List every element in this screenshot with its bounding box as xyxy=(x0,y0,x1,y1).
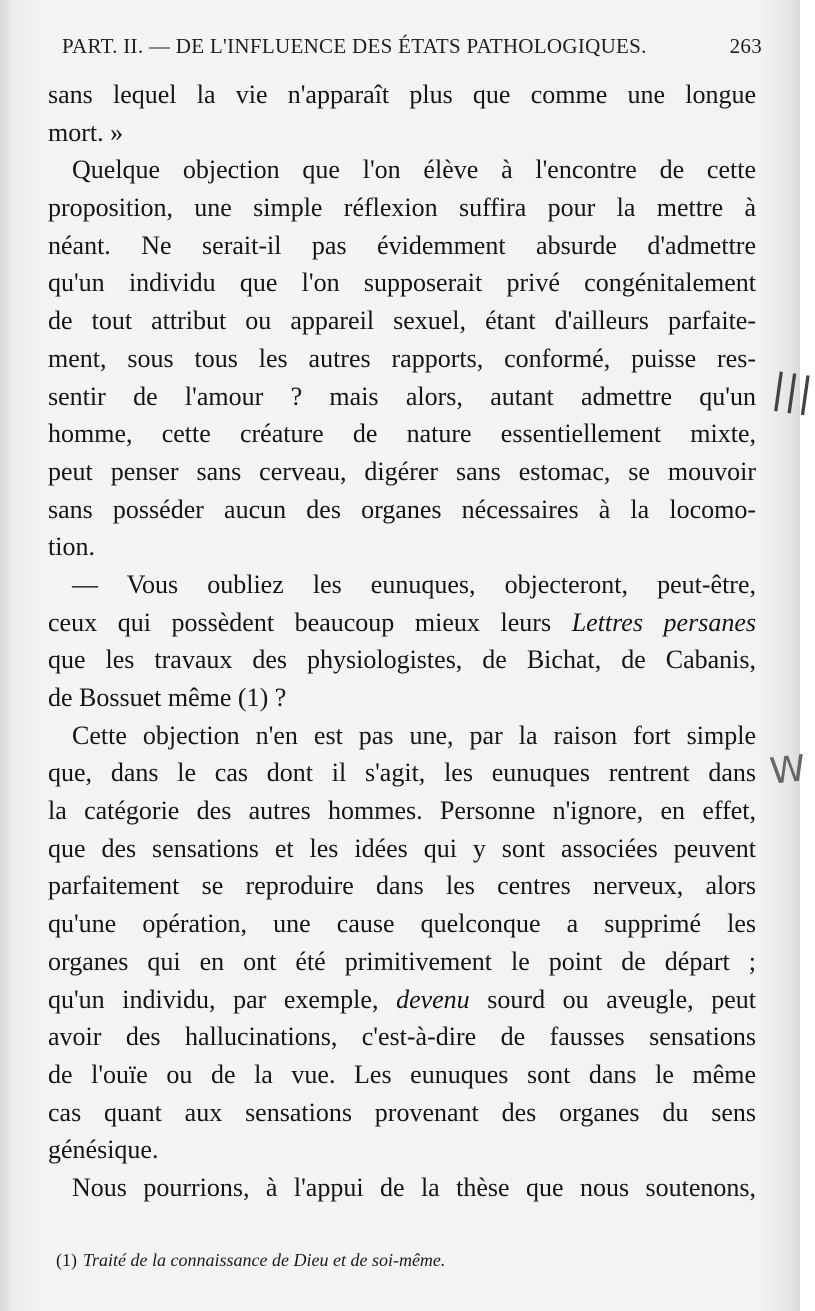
footnote-marker: (1) xyxy=(56,1250,77,1270)
text-run: ceux qui possèdent beaucoup mieux leurs xyxy=(48,607,572,637)
text-line: peut penser sans cerveau, digérer sans estomac, se mouvoir xyxy=(48,456,756,486)
text-line: parfaitement se reproduire dans les centres nerveux, alors xyxy=(48,871,756,901)
text-line: Cette objection n'en est pas une, par la raison fort simple xyxy=(72,720,756,750)
text-line: que, dans le cas dont il s'agit, les eunuques rentrent dans xyxy=(48,758,756,788)
body-text xyxy=(48,76,756,1207)
text-line: sentir de l'amour ? mais alors, autant admettre qu'un xyxy=(48,381,756,411)
footnote-text: Traité de la connaissance de Dieu et de soi-même. xyxy=(83,1250,446,1270)
italic-word: devenu xyxy=(396,984,470,1014)
text-line: qu'une opération, une cause quelconque a supprimé les xyxy=(48,909,756,939)
text-run: sourd ou aveugle, peut xyxy=(469,984,757,1014)
text-line: de Bossuet même (1) ? xyxy=(48,683,287,712)
running-header xyxy=(62,34,762,64)
text-line: — Vous oubliez les eunuques, objecteront, peut-être, xyxy=(72,569,756,599)
text-line: la catégorie des autres hommes. Personne n'ignore, en effet, xyxy=(48,796,756,826)
pencil-margin-mark: W xyxy=(767,748,808,793)
text-line: Nous pourrions, à l'appui de la thèse que nous soutenons, xyxy=(72,1172,756,1202)
footnote xyxy=(56,1250,445,1271)
running-title: PART. II. — DE L'INFLUENCE DES ÉTATS PATHOLOGIQUES. xyxy=(62,34,647,58)
text-line: sans lequel la vie n'apparaît plus que comme une longue xyxy=(48,80,756,109)
text-line: sans posséder aucun des organes nécessaires à la locomo- xyxy=(48,494,756,524)
text-line: avoir des hallucinations, c'est-à-dire de fausses sensations xyxy=(48,1022,756,1052)
italic-title: Lettres persanes xyxy=(571,607,756,637)
text-line: que les travaux des physiologistes, de Bichat, de Cabanis, xyxy=(48,645,756,675)
text-line: néant. Ne serait-il pas évidemment absurde d'admettre xyxy=(48,230,756,260)
text-line: cas quant aux sensations provenant des organes du sens xyxy=(48,1097,756,1127)
page-number: 263 xyxy=(729,34,762,58)
text-line: tion. xyxy=(48,532,95,562)
text-line: que des sensations et les idées qui y sont associées peuvent xyxy=(48,833,756,863)
text-line: organes qui en ont été primitivement le point de départ ; xyxy=(48,946,756,976)
text-run: qu'un individu, par exemple, xyxy=(48,984,397,1014)
text-line: Quelque objection que l'on élève à l'encontre de cette xyxy=(72,155,756,185)
text-line: ment, sous tous les autres rapports, conformé, puisse res- xyxy=(48,343,756,373)
text-line: de tout attribut ou appareil sexuel, étant d'ailleurs parfaite- xyxy=(48,306,756,336)
text-line: proposition, une simple réflexion suffira pour la mettre à xyxy=(48,193,756,223)
text-line: de l'ouïe ou de la vue. Les eunuques sont dans le même xyxy=(48,1059,756,1089)
text-line: mort. » xyxy=(48,117,124,147)
text-line: homme, cette créature de nature essentiellement mixte, xyxy=(48,419,756,449)
text-line xyxy=(48,604,756,642)
text-line: qu'un individu que l'on supposerait privé congénitalement xyxy=(48,268,756,298)
pencil-margin-mark: ||| xyxy=(768,365,815,417)
text-line: génésique. xyxy=(48,1135,159,1165)
text-line xyxy=(48,981,756,1019)
